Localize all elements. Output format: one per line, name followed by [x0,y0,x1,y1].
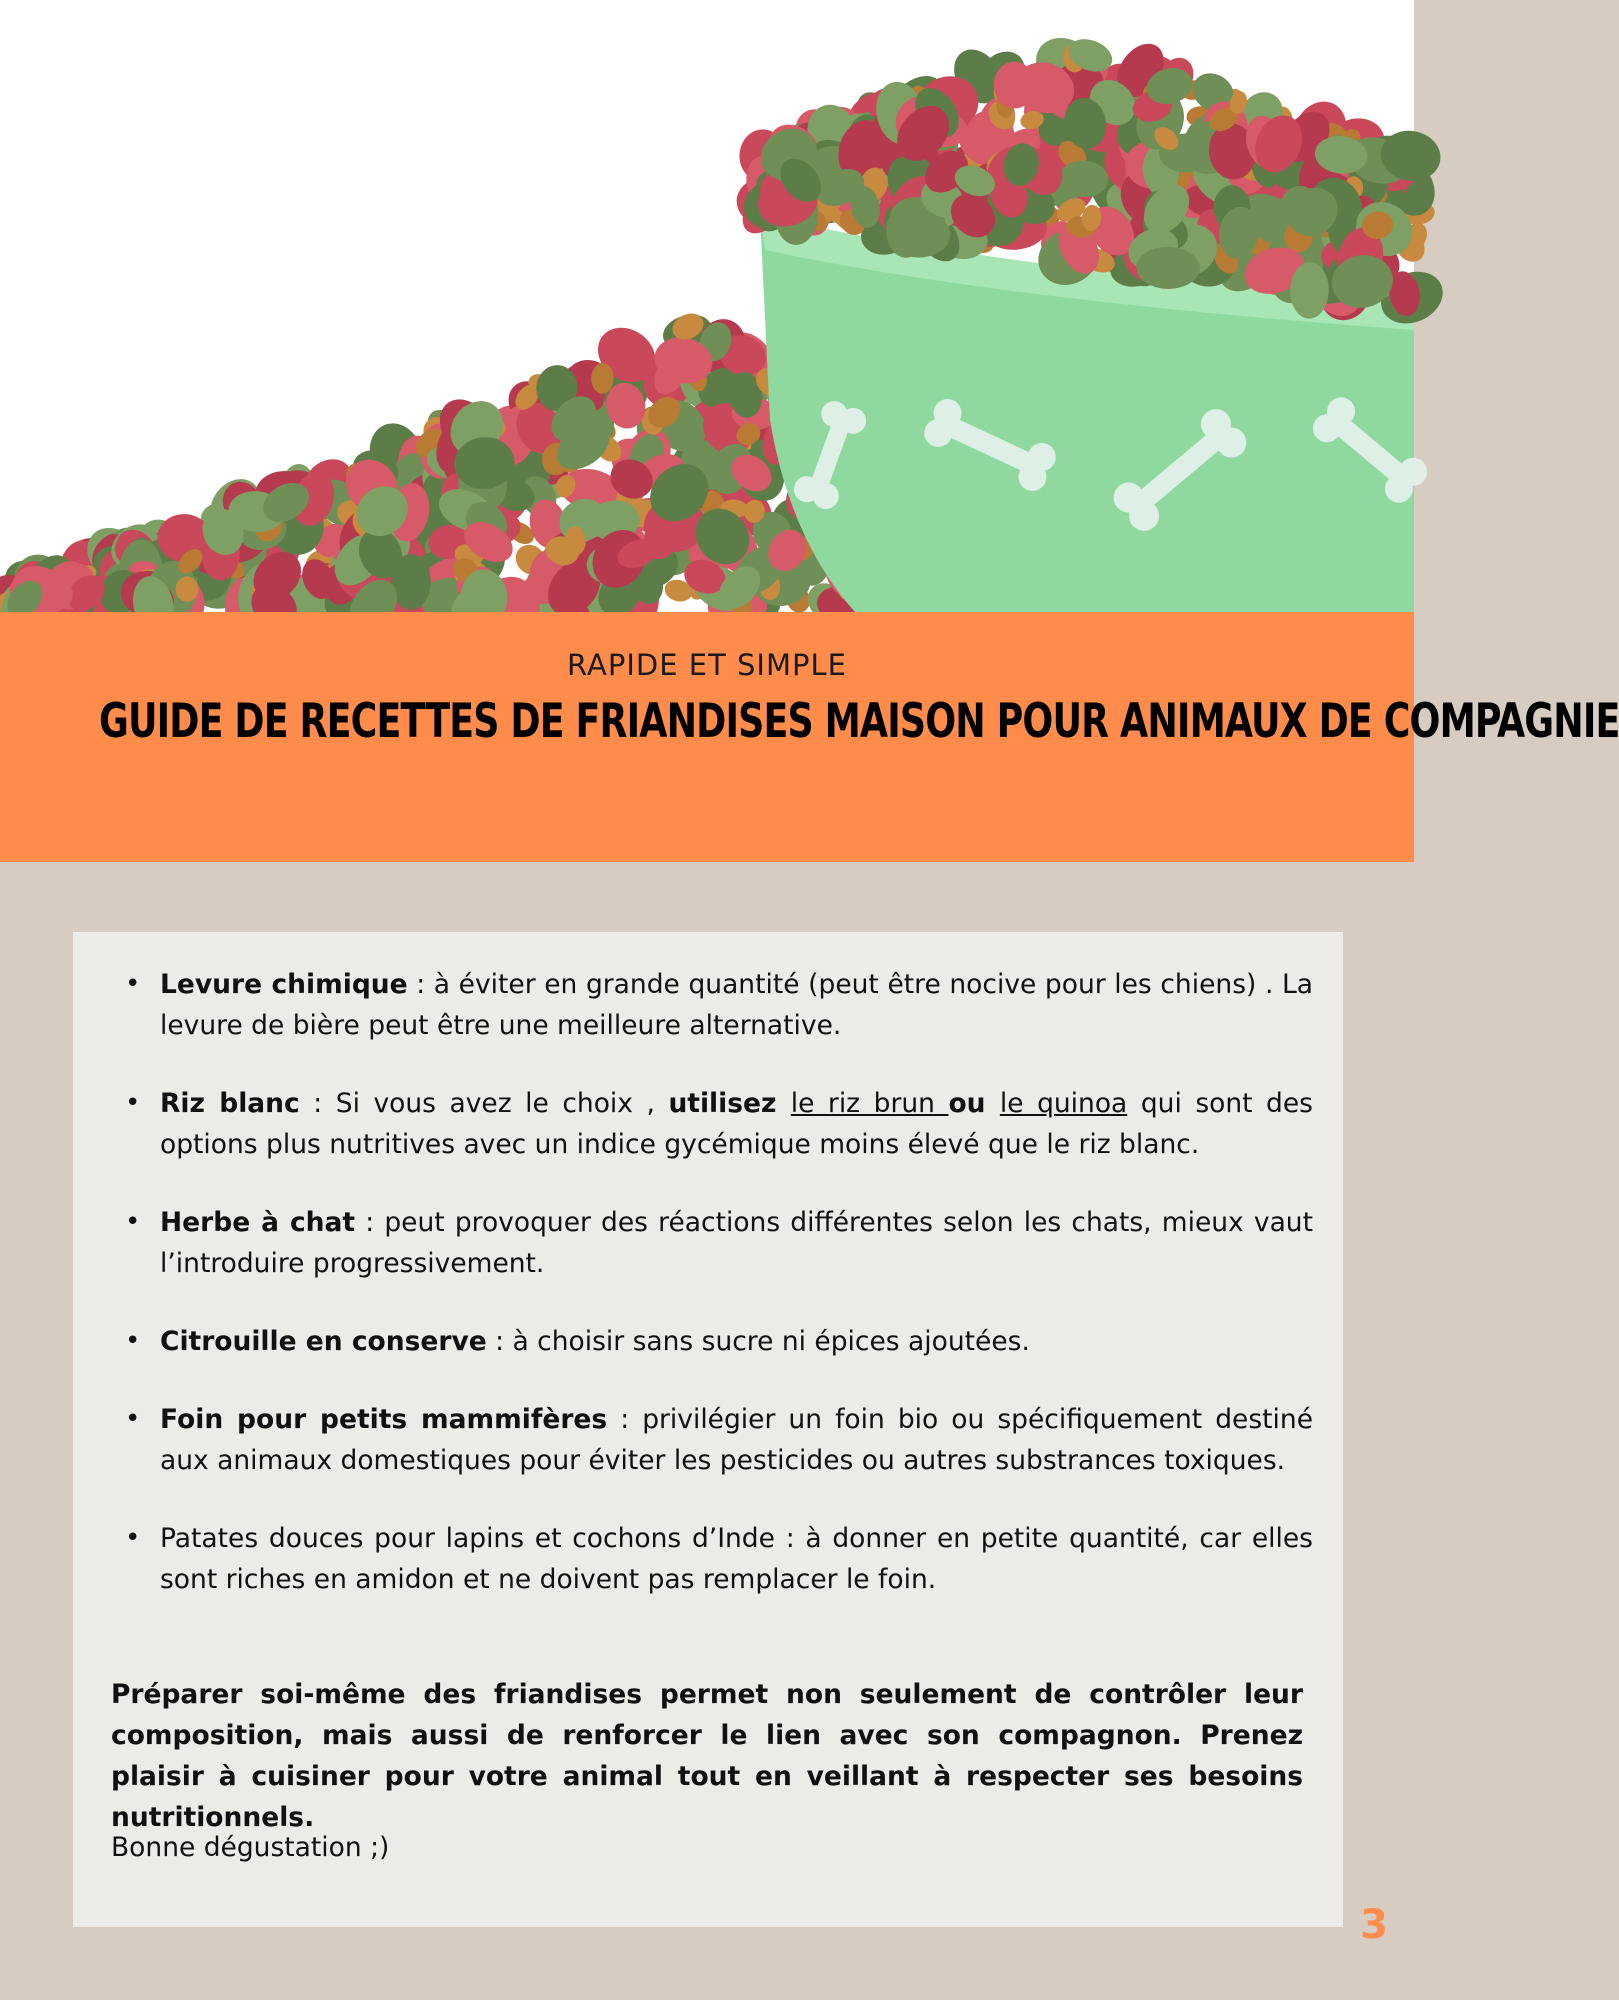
signoff-text: Bonne dégustation ;) [111,1832,390,1863]
bullet-icon: • [125,1326,141,1356]
closing-paragraph: Préparer soi-même des friandises permet non seulement de contrôler leur composition, mais aussi de renforcer le lien avec son compagnon. Prenez plaisir à cuisiner pour votre animal tout en veillant à respecter ses besoins nutritionnels. [111,1679,1303,1833]
kibble-bowl-illustration [0,0,1414,612]
note-emphasis: ou [948,1088,1000,1119]
note-text: Patates douces pour lapins et cochons d’Inde : à donner en petite quantité, car elles sont riches en amidon et ne doivent pas remplacer le foin. [160,1523,1313,1595]
note-term: Riz blanc [160,1088,300,1119]
list-item [123,1202,1313,1284]
quinoa-link[interactable]: le quinoa [999,1088,1128,1119]
note-term: Levure chimique [160,969,408,1000]
brown-rice-link[interactable]: le riz brun [790,1088,949,1119]
page-title: GUIDE DE RECETTES DE FRIANDISES MAISON POUR ANIMAUX DE COMPAGNIE [98,694,1619,749]
notes-card [73,932,1343,1927]
note-text: : peut provoquer des réactions différentes selon les chats, mieux vaut l’introduire progressivement. [160,1207,1313,1279]
note-text: qui sont des options plus nutritives avec un indice gycémique moins élevé que le riz blanc. [160,1088,1313,1160]
kicker-text: RAPIDE ET SIMPLE [567,648,847,682]
bullet-icon: • [125,1088,141,1118]
bullet-icon: • [125,969,141,999]
note-text: : à éviter en grande quantité (peut être nocive pour les chiens) . La levure de bière peut être une meilleure alternative. [160,969,1314,1041]
list-item [123,1518,1313,1600]
bullet-icon: • [125,1404,141,1434]
note-emphasis: utilisez [668,1088,791,1119]
note-term: Herbe à chat [160,1207,356,1238]
note-text: : privilégier un foin bio ou spécifiquement destiné aux animaux domestiques pour éviter les pesticides ou autres substrances toxiques. [160,1404,1313,1476]
note-text: : Si vous avez le choix , [299,1088,669,1119]
note-term: Citrouille en conserve [160,1326,487,1357]
list-item [123,1321,1313,1362]
list-item [123,1399,1313,1481]
note-text: : à choisir sans sucre ni épices ajoutées. [486,1326,1030,1357]
list-item [123,964,1313,1046]
bullet-icon: • [125,1523,141,1553]
notes-list [123,964,1313,1637]
bullet-icon: • [125,1207,141,1237]
page-number: 3 [1360,1902,1388,1948]
hero-image [0,0,1414,612]
note-term: Foin pour petits mammifères [160,1404,608,1435]
list-item [123,1083,1313,1165]
